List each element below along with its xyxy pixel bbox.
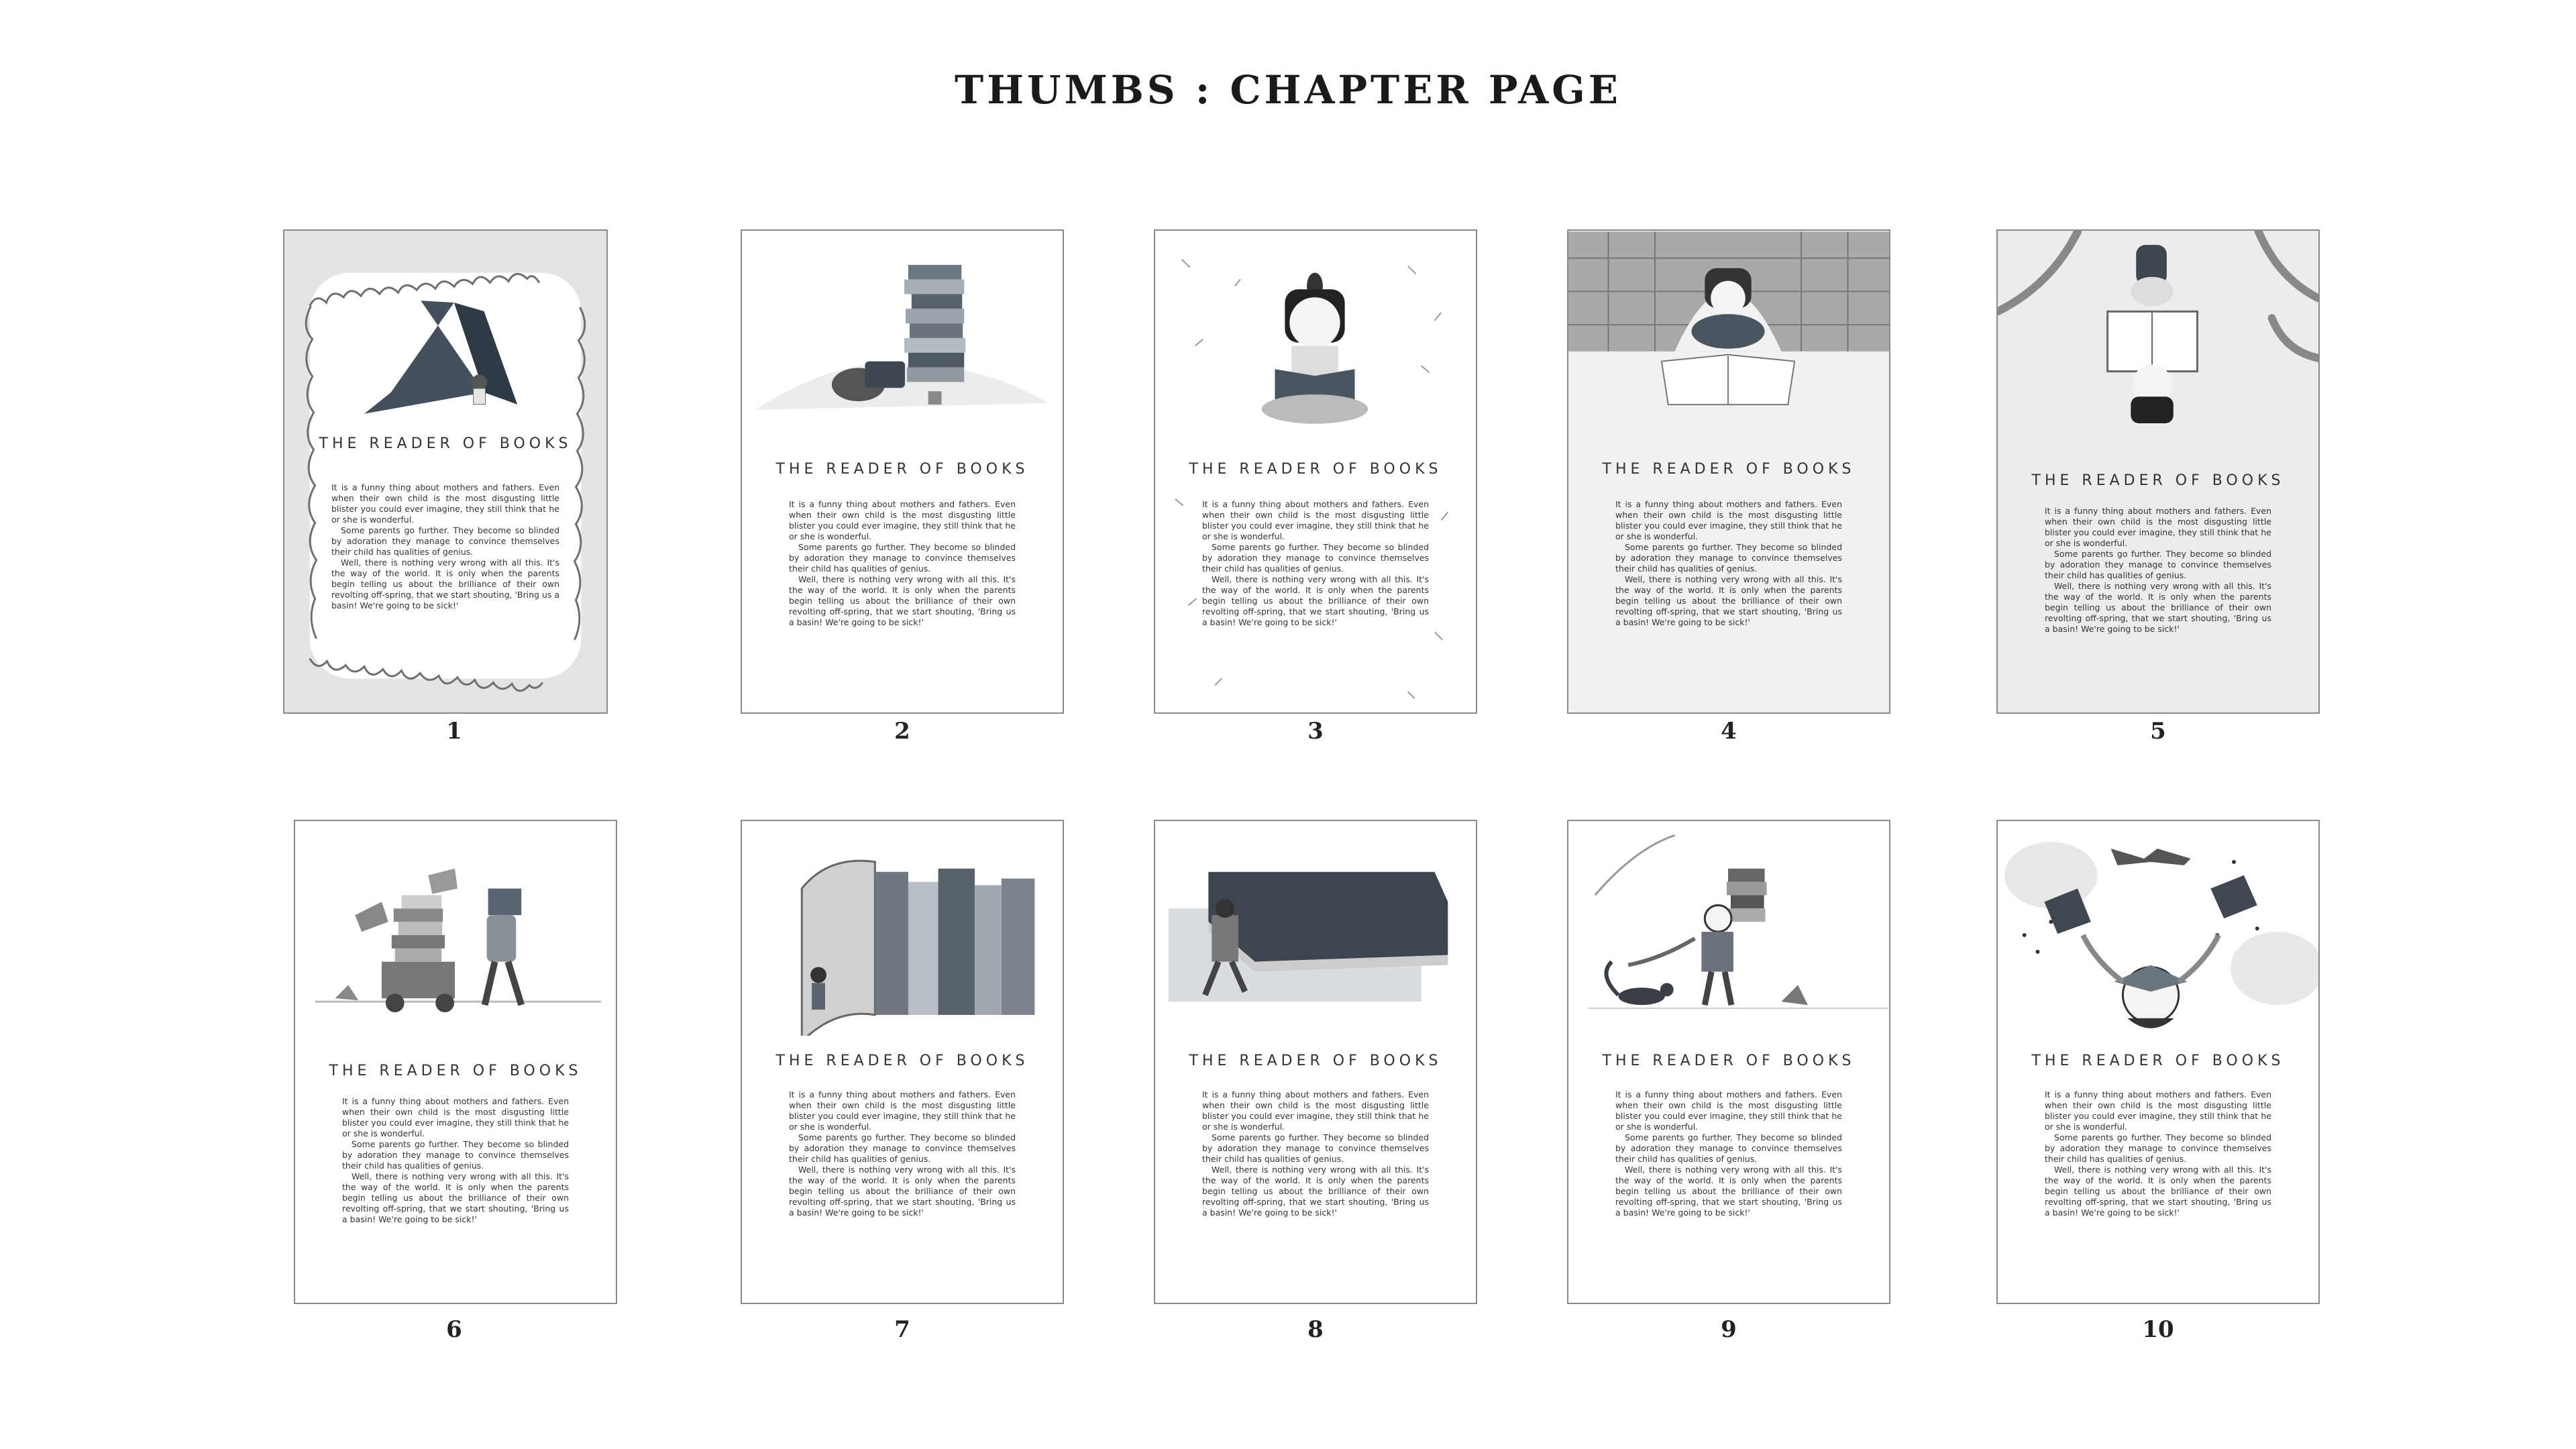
thumbnail-5[interactable] xyxy=(1996,229,2320,714)
book-title: THE READER OF BOOKS xyxy=(1189,461,1442,478)
illustration-upside-down-tree xyxy=(1998,231,2318,445)
book-title: THE READER OF BOOKS xyxy=(329,1063,582,1079)
chapter-body-text: It is a funny thing about mothers and fathers. Even when their own child is the most disgusting little blister you could ever imagine, they still think that he or she is wonderful. Some parents go further. They become so blinded by adoration they manage to convince themselves their child has qualities of genius. Well, there is nothing very wrong with all this. It's the way of the world. It is only when the parents begin telling us about the brilliance of their own revolting off-spring, that we start shouting, 'Bring us a basin! We're going to be sick!' xyxy=(789,499,1016,627)
illustration-book-cart xyxy=(295,821,616,1042)
thumbnail-1[interactable] xyxy=(283,229,608,714)
thumbnail-number: 9 xyxy=(1721,1316,1737,1343)
chapter-body-text: It is a funny thing about mothers and fathers. Even when their own child is the most disgusting little blister you could ever imagine, they still think that he or she is wonderful. Some parents go further. They become so blinded by adoration they manage to convince themselves their child has qualities of genius. Well, there is nothing very wrong with all this. It's the way of the world. It is only when the parents begin telling us about the brilliance of their own revolting off-spring, that we start shouting, 'Bring us a basin! We're going to be sick!' xyxy=(331,482,559,610)
thumbnail-10[interactable] xyxy=(1996,820,2320,1304)
chapter-body-text: It is a funny thing about mothers and fathers. Even when their own child is the most disgusting little blister you could ever imagine, they still think that he or she is wonderful. Some parents go further. They become so blinded by adoration they manage to convince themselves their child has qualities of genius. Well, there is nothing very wrong with all this. It's the way of the world. It is only when the parents begin telling us about the brilliance of their own revolting off-spring, that we start shouting, 'Bring us a basin! We're going to be sick!' xyxy=(1202,499,1429,627)
thumbnail-number: 10 xyxy=(2142,1316,2174,1343)
thumbnail-7[interactable] xyxy=(741,820,1064,1304)
book-title: THE READER OF BOOKS xyxy=(2031,472,2285,489)
illustration-book-stack xyxy=(742,231,1063,432)
illustration-under-blanket xyxy=(1568,231,1889,432)
thumbnail-number: 4 xyxy=(1721,718,1737,745)
thumbnail-number: 1 xyxy=(446,718,462,745)
illustration-girl-with-cat xyxy=(1568,821,1889,1042)
chapter-body-text: It is a funny thing about mothers and fathers. Even when their own child is the most disgusting little blister you could ever imagine, they still think that he or she is wonderful. Some parents go further. They become so blinded by adoration they manage to convince themselves their child has qualities of genius. Well, there is nothing very wrong with all this. It's the way of the world. It is only when the parents begin telling us about the brilliance of their own revolting off-spring, that we start shouting, 'Bring us a basin! We're going to be sick!' xyxy=(1615,1089,1842,1218)
thumbnail-8[interactable] xyxy=(1154,820,1477,1304)
thumbnail-number: 2 xyxy=(894,718,910,745)
thumbnail-2[interactable] xyxy=(741,229,1064,714)
chapter-body-text: It is a funny thing about mothers and fathers. Even when their own child is the most disgusting little blister you could ever imagine, they still think that he or she is wonderful. Some parents go further. They become so blinded by adoration they manage to convince themselves their child has qualities of genius. Well, there is nothing very wrong with all this. It's the way of the world. It is only when the parents begin telling us about the brilliance of their own revolting off-spring, that we start shouting, 'Bring us a basin! We're going to be sick!' xyxy=(342,1096,569,1224)
chapter-body-text: It is a funny thing about mothers and fathers. Even when their own child is the most disgusting little blister you could ever imagine, they still think that he or she is wonderful. Some parents go further. They become so blinded by adoration they manage to convince themselves their child has qualities of genius. Well, there is nothing very wrong with all this. It's the way of the world. It is only when the parents begin telling us about the brilliance of their own revolting off-spring, that we start shouting, 'Bring us a basin! We're going to be sick!' xyxy=(789,1089,1016,1218)
illustration-under-giant-book xyxy=(1155,821,1476,1036)
thumbnail-4[interactable] xyxy=(1567,229,1890,714)
page-title: THUMBS : CHAPTER PAGE xyxy=(955,67,1621,113)
thumbnail-number: 7 xyxy=(894,1316,910,1343)
illustration-giant-books xyxy=(742,821,1063,1036)
book-title: THE READER OF BOOKS xyxy=(1602,1053,1856,1069)
book-title: THE READER OF BOOKS xyxy=(2031,1053,2285,1069)
chapter-body-text: It is a funny thing about mothers and fathers. Even when their own child is the most disgusting little blister you could ever imagine, they still think that he or she is wonderful. Some parents go further. They become so blinded by adoration they manage to convince themselves their child has qualities of genius. Well, there is nothing very wrong with all this. It's the way of the world. It is only when the parents begin telling us about the brilliance of their own revolting off-spring, that we start shouting, 'Bring us a basin! We're going to be sick!' xyxy=(2045,506,2271,634)
book-title: THE READER OF BOOKS xyxy=(775,461,1029,478)
thumbnail-number: 8 xyxy=(1307,1316,1324,1343)
illustration-book-tent xyxy=(284,231,606,714)
thumbnail-number: 6 xyxy=(446,1316,462,1343)
chapter-body-text: It is a funny thing about mothers and fathers. Even when their own child is the most disgusting little blister you could ever imagine, they still think that he or she is wonderful. Some parents go further. They become so blinded by adoration they manage to convince themselves their child has qualities of genius. Well, there is nothing very wrong with all this. It's the way of the world. It is only when the parents begin telling us about the brilliance of their own revolting off-spring, that we start shouting, 'Bring us a basin! We're going to be sick!' xyxy=(1615,499,1842,627)
book-title: THE READER OF BOOKS xyxy=(319,435,572,452)
book-title: THE READER OF BOOKS xyxy=(775,1053,1029,1069)
chapter-body-text: It is a funny thing about mothers and fathers. Even when their own child is the most disgusting little blister you could ever imagine, they still think that he or she is wonderful. Some parents go further. They become so blinded by adoration they manage to convince themselves their child has qualities of genius. Well, there is nothing very wrong with all this. It's the way of the world. It is only when the parents begin telling us about the brilliance of their own revolting off-spring, that we start shouting, 'Bring us a basin! We're going to be sick!' xyxy=(1202,1089,1429,1218)
thumbnail-3[interactable] xyxy=(1154,229,1477,714)
thumbnail-9[interactable] xyxy=(1567,820,1890,1304)
book-title: THE READER OF BOOKS xyxy=(1189,1053,1442,1069)
thumbnail-number: 3 xyxy=(1307,718,1324,745)
illustration-flying-books xyxy=(1998,821,2318,1042)
chapter-body-text: It is a funny thing about mothers and fathers. Even when their own child is the most disgusting little blister you could ever imagine, they still think that he or she is wonderful. Some parents go further. They become so blinded by adoration they manage to convince themselves their child has qualities of genius. Well, there is nothing very wrong with all this. It's the way of the world. It is only when the parents begin telling us about the brilliance of their own revolting off-spring, that we start shouting, 'Bring us a basin! We're going to be sick!' xyxy=(2045,1089,2271,1218)
thumbnail-number: 5 xyxy=(2150,718,2166,745)
thumbnail-6[interactable] xyxy=(294,820,617,1304)
book-title: THE READER OF BOOKS xyxy=(1602,461,1856,478)
